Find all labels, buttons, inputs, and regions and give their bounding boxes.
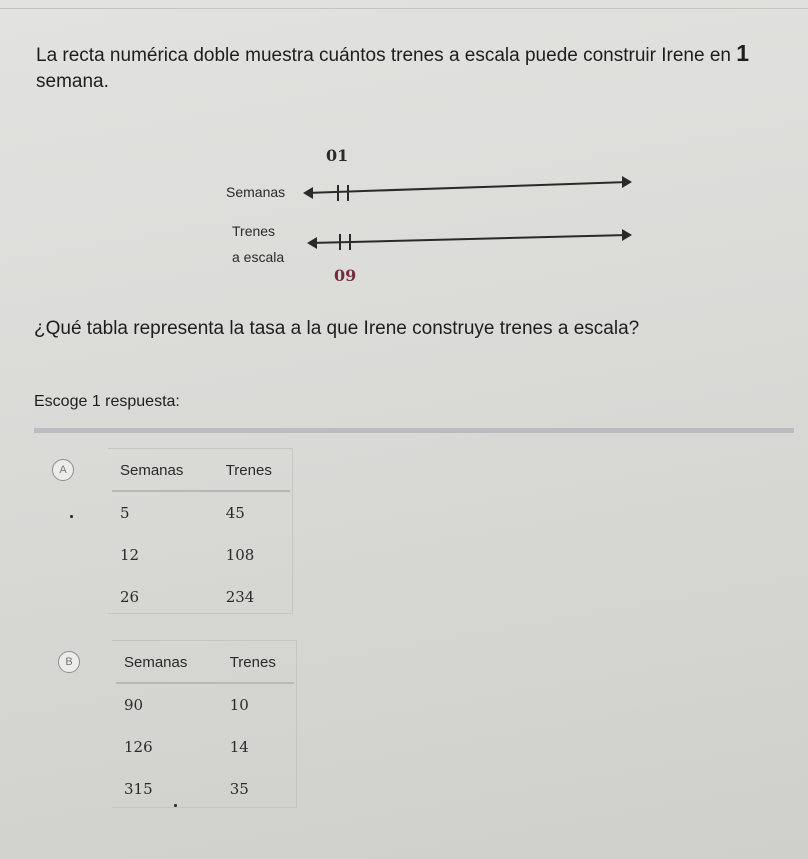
bottom-line-values: 09: [334, 266, 357, 285]
prompt-number: 1: [736, 40, 750, 66]
table-row: [112, 491, 290, 534]
bottom-number-line: [307, 229, 632, 250]
top-line-values: 01: [326, 146, 349, 165]
top-number-line: [303, 176, 632, 201]
table-cell: 90: [124, 696, 144, 714]
option-b-header-weeks: Semanas: [124, 653, 188, 671]
table-cell: 315: [124, 780, 153, 798]
table-cell: 108: [225, 546, 255, 564]
table-cell: 10: [229, 696, 249, 714]
radio-option-b[interactable]: B: [58, 651, 80, 673]
table-row: [116, 683, 294, 726]
bottom-line-label-2: a escala: [232, 249, 285, 265]
table-row: [116, 768, 294, 810]
option-b-header-trains: Trenes: [229, 653, 276, 671]
table-cell: 35: [229, 780, 249, 798]
speck: [70, 515, 73, 518]
answer-divider: [34, 428, 794, 433]
table-cell: 45: [225, 504, 245, 522]
question-text: ¿Qué tabla representa la tasa a la que Irene construye trenes a escala?: [34, 318, 640, 339]
option-a-header-weeks: Semanas: [120, 461, 184, 479]
table-cell: 5: [120, 504, 130, 522]
table-cell: 14: [229, 738, 249, 756]
bottom-line-label-1: Trenes: [232, 223, 276, 239]
radio-option-a[interactable]: A: [52, 459, 74, 481]
double-number-line: [0, 0, 808, 320]
prompt-text-before: La recta numérica doble muestra cuántos trenes a escala puede construir Irene en: [36, 45, 737, 66]
table-cell: 126: [124, 738, 153, 756]
speck: [174, 804, 177, 807]
table-cell: 234: [225, 588, 255, 606]
option-b-table: [116, 642, 294, 810]
instruction-text: Escoge 1 respuesta:: [34, 393, 180, 410]
prompt-text-after: semana.: [36, 71, 109, 93]
option-a-table: [112, 450, 290, 618]
table-row: [116, 726, 294, 768]
top-line-label: Semanas: [226, 184, 286, 200]
table-row: [112, 576, 290, 618]
table-row: [112, 534, 290, 576]
option-a-header-trains: Trenes: [225, 461, 272, 479]
table-cell: 12: [120, 546, 140, 564]
table-cell: 26: [120, 588, 140, 606]
